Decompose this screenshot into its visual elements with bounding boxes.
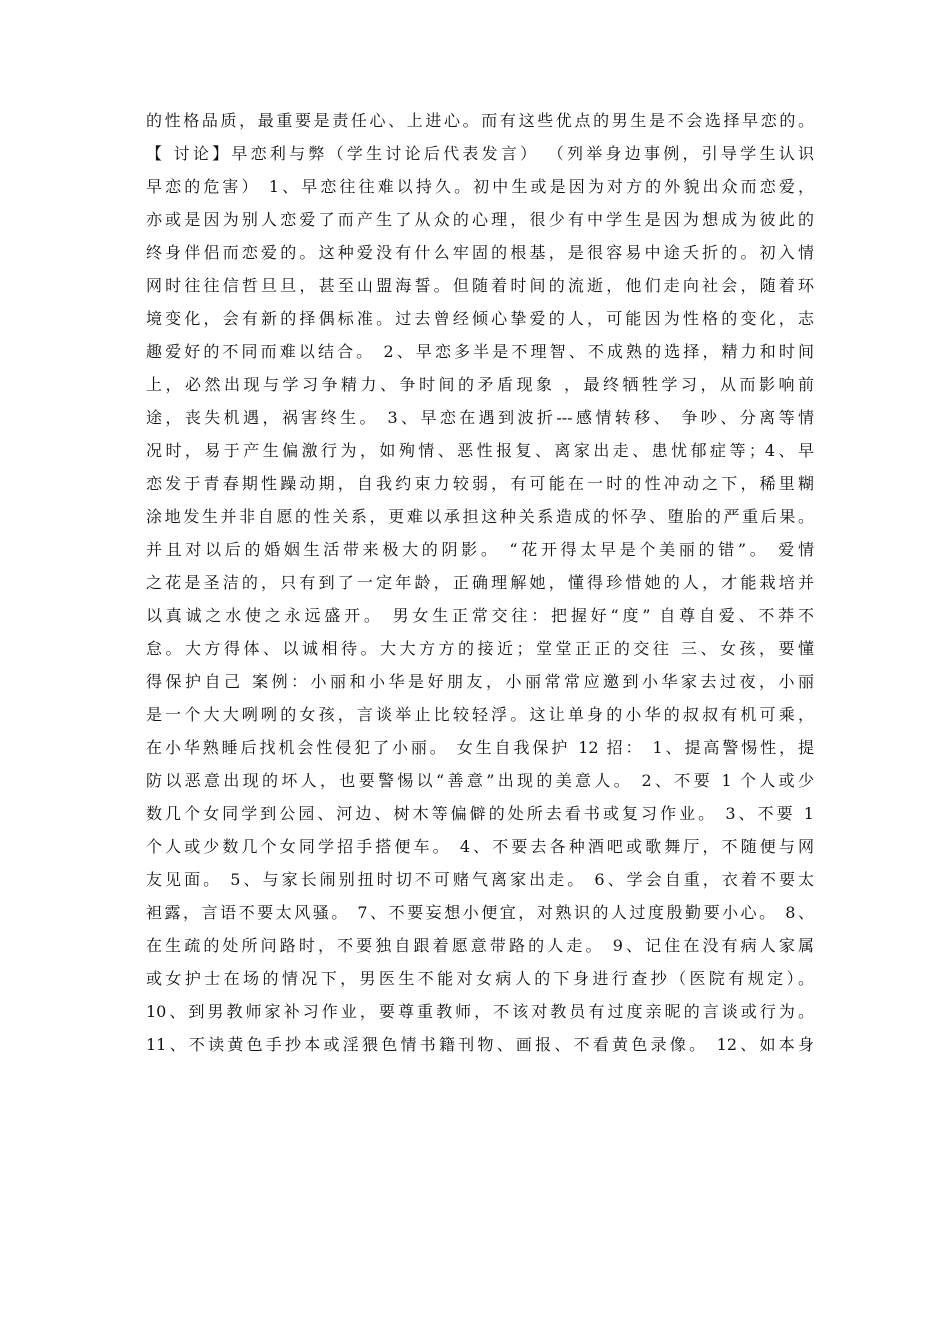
text-line: 【 讨论】早恋利与弊（学生讨论后代表发言） （列举身边事例，引导学生认识 — [146, 144, 814, 163]
text-line: 并且对以后的婚姻生活带来极大的阴影。 “花开得太早是个美丽的错”。 爱情 — [146, 540, 814, 559]
text-line: 在生疏的处所问路时，不要独自跟着愿意带路的人走。 9、记住在没有病人家属 — [146, 936, 814, 955]
text-line: 袒露，言语不要太风骚。 7、不要妄想小便宜，对熟识的人过度殷勤要小心。 8、 — [146, 903, 814, 922]
text-line: 怠。大方得体、以诚相待。大大方方的接近；堂堂正正的交往 三、女孩，要懂 — [146, 639, 814, 658]
text-line: 个人或少数几个女同学招手搭便车。 4、不要去各种酒吧或歌舞厅，不随便与网 — [146, 837, 814, 856]
text-line: 或女护士在场的情况下，男医生不能对女病人的下身进行查抄（医院有规定）。 — [146, 969, 814, 988]
text-line: 在小华熟睡后找机会性侵犯了小丽。 女生自我保护 12 招： 1、提高警惕性，提 — [146, 738, 814, 757]
text-line: 早恋的危害） 1、早恋往往难以持久。初中生或是因为对方的外貌出众而恋爱， — [146, 177, 814, 196]
text-line: 网时往往信哲旦旦，甚至山盟海誓。但随着时间的流逝，他们走向社会，随着环 — [146, 276, 814, 295]
text-line: 防以恶意出现的坏人，也要警惕以“善意”出现的美意人。 2、不要 1 个人或少 — [146, 771, 814, 790]
document-body — [146, 104, 814, 1061]
text-line: 途，丧失机遇，祸害终生。 3、早恋在遇到波折---感情转移、 争吵、分离等情 — [146, 408, 814, 427]
text-line: 恋发于青春期性躁动期，自我约束力较弱，有可能在一时的性冲动之下，稀里糊 — [146, 474, 814, 493]
text-line: 得保护自己 案例：小丽和小华是好朋友，小丽常常应邀到小华家去过夜，小丽 — [146, 672, 814, 691]
text-line: 的性格品质，最重要是责任心、上进心。而有这些优点的男生是不会选择早恋的。 — [146, 111, 814, 130]
text-line: 11、不读黄色手抄本或淫猥色情书籍刊物、画报、不看黄色录像。 12、如本身 — [146, 1035, 814, 1054]
text-line: 是一个大大咧咧的女孩，言谈举止比较轻浮。这让单身的小华的叔叔有机可乘， — [146, 705, 814, 724]
text-line: 境变化，会有新的择偶标准。过去曾经倾心挚爱的人，可能因为性格的变化，志 — [146, 309, 814, 328]
text-line: 之花是圣洁的，只有到了一定年龄，正确理解她，懂得珍惜她的人，才能栽培并 — [146, 573, 814, 592]
text-line: 数几个女同学到公园、河边、树木等偏僻的处所去看书或复习作业。 3、不要 1 — [146, 804, 814, 823]
text-line: 以真诚之水使之永远盛开。 男女生正常交往：把握好“度” 自尊自爱、不莽不 — [146, 606, 814, 625]
text-line: 友见面。 5、与家长闹别扭时切不可赌气离家出走。 6、学会自重，衣着不要太 — [146, 870, 814, 889]
text-line: 上，必然出现与学习争精力、争时间的矛盾现象 ，最终牺牲学习，从而影响前 — [146, 375, 814, 394]
text-line: 况时，易于产生偏激行为，如殉情、恶性报复、离家出走、患忧郁症等；4、早 — [146, 441, 814, 460]
text-line: 终身伴侣而恋爱的。这种爱没有什么牢固的根基，是很容易中途夭折的。初入情 — [146, 243, 814, 262]
text-line: 10、到男教师家补习作业，要尊重教师，不该对教员有过度亲昵的言谈或行为。 — [146, 1002, 814, 1021]
text-line: 涂地发生并非自愿的性关系，更难以承担这种关系造成的怀孕、堕胎的严重后果。 — [146, 507, 814, 526]
text-line: 亦或是因为别人恋爱了而产生了从众的心理，很少有中学生是因为想成为彼此的 — [146, 210, 814, 229]
text-line: 趣爱好的不同而难以结合。 2、早恋多半是不理智、不成熟的选择，精力和时间 — [146, 342, 814, 361]
